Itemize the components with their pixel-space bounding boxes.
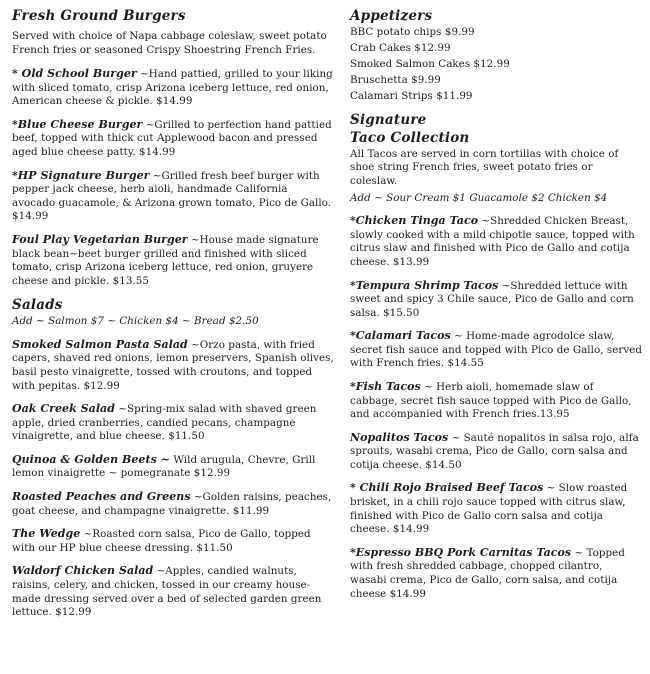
item-name: Roasted Peaches and Greens <box>12 490 191 504</box>
burgers-intro: Served with choice of Napa cabbage coleslaw, sweet potato French fries or seasoned Crispy Shoestring French Fries. <box>12 30 327 56</box>
item-name: Waldorf Chicken Salad <box>12 564 154 578</box>
item-name: *Blue Cheese Burger <box>12 117 143 131</box>
item-desc: ~Orzo pasta, with fried capers, shaved red onions, lemon preservers, Spanish olives, basil pesto vinaigrette, tossed with croutons, and topped with pepitas. $12.99 <box>12 338 334 392</box>
item-desc: ~ Topped with fresh shredded cabbage, chopped cilantro, wasabi crema, Pico de Gallo, corn salsa, and cotija cheese $14.99 <box>350 546 625 600</box>
item-name: Nopalitos Tacos <box>350 430 449 444</box>
item-name: * Chili Rojo Braised Beef Tacos <box>350 481 544 495</box>
appetizers-heading: Appetizers <box>350 8 433 24</box>
item-name: Quinoa & Golden Beets ~ <box>12 452 171 466</box>
item-name: Oak Creek Salad <box>12 402 115 416</box>
tacos-intro: All Tacos are served in corn tortillas with choice of shoe string French fries, sweet potato fries or coleslaw. <box>350 147 619 188</box>
item-name: *Chicken Tinga Taco <box>350 214 479 228</box>
menu-item-blue-cheese-burger <box>12 118 334 160</box>
item-desc: Wild arugula, Chevre, Grill lemon vinaigrette ~ pomegranate $12.99 <box>12 453 316 480</box>
item-desc: ~ Herb aioli, homemade slaw of cabbage, secret fish sauce topped with Pico de Gallo, and accompanied with French fries.13.95 <box>350 380 632 421</box>
item-desc: ~ Sauté nopalitos in salsa rojo, alfa sprouts, wasabi crema, Pico de Gallo, corn salsa and cotija cheese. $14.50 <box>350 431 639 471</box>
burgers-heading: Fresh Ground Burgers <box>12 8 186 24</box>
menu-item-nopalitos-tacos <box>350 431 642 473</box>
appetizer-item: Bruschetta $9.99 <box>350 74 441 87</box>
menu-item-old-school-burger <box>12 67 334 109</box>
item-name: *Tempura Shrimp Tacos <box>350 278 499 292</box>
menu-item-tempura-shrimp-tacos <box>350 279 642 321</box>
item-desc: ~Spring-mix salad with shaved green apple, dried cranberries, candied pecans, champagne vinaigrette, and blue cheese. $11.50 <box>12 403 317 443</box>
menu-item-foul-play-vegetarian-burger <box>12 233 334 288</box>
item-desc: ~Grilled fresh beef burger with pepper jack cheese, herb aioli, handmade California avocado guacamole, & Arizona grown tomato, Pico de Gallo. $14.99 <box>12 169 332 223</box>
menu-item-espresso-bbq-pork-carnitas-tacos <box>350 546 642 601</box>
menu-item-waldorf-chicken-salad <box>12 564 334 619</box>
appetizer-item: Calamari Strips $11.99 <box>350 90 473 103</box>
menu-item-chicken-tinga-taco <box>350 214 642 269</box>
menu-item-smoked-salmon-pasta-salad <box>12 338 334 393</box>
item-name: *Fish Tacos <box>350 379 421 393</box>
appetizers-list <box>350 26 642 104</box>
item-name: Foul Play Vegetarian Burger <box>12 232 188 246</box>
item-desc: ~Shredded lettuce with sweet and spicy 3 Chile sauce, Pico de Gallo and corn salsa. $15.50 <box>350 279 634 319</box>
item-name: *Calamari Tacos <box>350 329 451 343</box>
item-desc: ~ Home-made agrodolce slaw, secret fish sauce and topped with Pico de Gallo, served with French fries. $14.55 <box>350 330 642 370</box>
item-desc: ~Grilled to perfection hand pattied beef, topped with thick cut Applewood bacon and pressed aged blue cheese patty. $14.99 <box>12 118 332 159</box>
item-desc: ~Hand pattied, grilled to your liking with sliced tomato, crisp Arizona iceberg lettuce, red onion, American cheese & pickle. $14.99 <box>12 68 333 108</box>
item-name: * Old School Burger <box>12 67 137 81</box>
item-desc: ~Golden raisins, peaches, goat cheese, and champagne vinaigrette. $11.99 <box>12 491 332 517</box>
item-desc: ~ Slow roasted brisket, in a chili rojo sauce topped with citrus slaw, finished with Pico de Gallo corn salsa and cotija cheese. $14.99 <box>350 482 628 536</box>
appetizer-item: Crab Cakes $12.99 <box>350 42 451 55</box>
menu-item-calamari-tacos <box>350 329 642 371</box>
taco-collection-heading: Taco Collection <box>350 129 470 146</box>
tacos-add-line: Add ~ Sour Cream $1 Guacamole $2 Chicken $4 <box>350 191 608 204</box>
item-name: *HP Signature Burger <box>12 168 150 182</box>
item-desc: ~Apples, candied walnuts, raisins, celery, and chicken, tossed in our creamy house-made dressing served over a bed of selected garden green lettuce. $12.99 <box>12 565 322 619</box>
menu-item-the-wedge <box>12 527 334 555</box>
salads-add-line: Add ~ Salmon $7 ~ Chicken $4 ~ Bread $2.50 <box>12 315 259 328</box>
menu-item-chili-rojo-braised-beef-tacos <box>350 481 642 536</box>
salads-heading: Salads <box>12 297 63 314</box>
item-name: *Espresso BBQ Pork Carnitas Tacos <box>350 545 572 559</box>
menu-item-oak-creek-salad <box>12 402 334 444</box>
item-name: The Wedge <box>12 527 81 541</box>
signature-heading: Signature <box>350 111 427 128</box>
menu-item-hp-signature-burger <box>12 169 334 224</box>
right-column <box>350 8 642 666</box>
left-column <box>12 8 334 666</box>
item-name: Smoked Salmon Pasta Salad <box>12 337 188 351</box>
menu-item-quinoa-golden-beets <box>12 453 334 481</box>
item-desc: ~Roasted corn salsa, Pico de Gallo, topped with our HP blue cheese dressing. $11.50 <box>12 528 311 554</box>
item-desc: ~Shredded Chicken Breast, slowly cooked with a mild chipotle sauce, topped with citrus slaw and finished with Pico de Gallo and cotija cheese. $13.99 <box>350 215 635 268</box>
menu-item-roasted-peaches-and-greens <box>12 490 334 518</box>
menu-item-fish-tacos <box>350 380 642 422</box>
appetizer-item: Smoked Salmon Cakes $12.99 <box>350 58 510 71</box>
item-desc: ~House made signature black bean~beet burger grilled and finished with sliced tomato, crisp Arizona iceberg lettuce, red onion, gruyere cheese and pickle. $13.55 <box>12 233 319 287</box>
appetizer-item: BBC potato chips $9.99 <box>350 26 475 38</box>
